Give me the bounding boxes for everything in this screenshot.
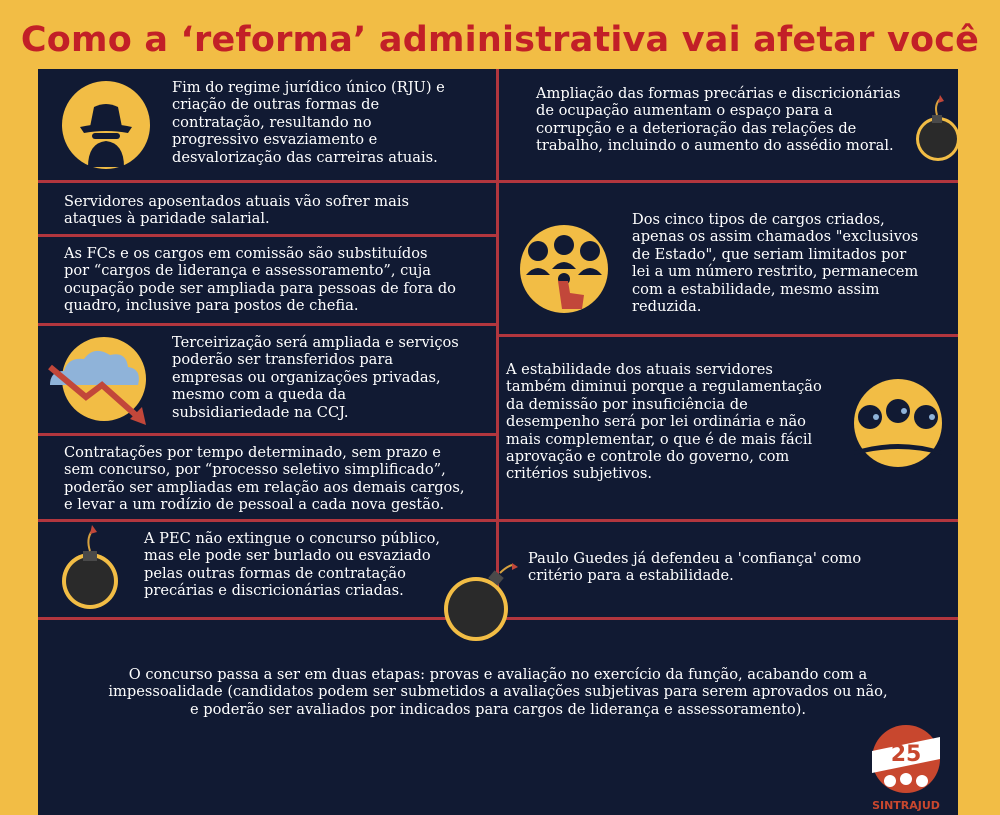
- cloud-arrow-down-icon: [46, 333, 156, 427]
- bomb-icon: [914, 95, 962, 165]
- group-icon: [850, 375, 946, 471]
- text-rju: Fim do regime jurídico único (RJU) e criação de outras formas de contratação, resultando no progressivo esvaziamento e desvalorização das carreiras atuais.: [172, 79, 445, 166]
- divider: [496, 69, 499, 617]
- text-estabilidade: A estabilidade dos atuais servidores também diminui porque a regulamentação da demissão por insuficiência de desempenho será por lei ordinária e não mais complementar, o que é de mais fácil aprovação e controle do governo, com critérios subjetivos.: [506, 361, 822, 483]
- logo-icon: [864, 717, 950, 813]
- divider: [498, 334, 958, 337]
- people-pointer-icon: [518, 217, 618, 317]
- divider: [38, 433, 498, 436]
- logo-number: 25: [890, 742, 922, 767]
- bomb-icon: [60, 525, 120, 613]
- text-concurso: O concurso passa a ser em duas etapas: provas e avaliação no exercício da função, acabando com a impessoalidade (candidatos podem ser submetidos a avaliações subjetivas para serem aprovados ou não, e poderão ser avaliados por indicados para cargos de liderança e assessoramento).: [108, 666, 888, 718]
- divider: [38, 323, 498, 326]
- logo-name: SINTRAJUD: [872, 799, 940, 812]
- text-temporarias: Contratações por tempo determinado, sem prazo e sem concurso, por “processo seletivo simplificado”, poderão ser ampliadas em relação aos demais cargos, e levar a um rodízio de pessoal a cada nova gestão.: [64, 444, 465, 514]
- text-pec: A PEC não extingue o concurso público, mas ele pode ser burlado ou esvaziado pelas outras formas de contratação precárias e discricionárias criadas.: [144, 530, 441, 600]
- text-cargos: Dos cinco tipos de cargos criados, apenas os assim chamados "exclusivos de Estado", que seriam limitados por lei a um número restrito, permanecem com a estabilidade, mesmo assim reduzida.: [632, 211, 919, 316]
- text-guedes: Paulo Guedes já defendeu a 'confiança' como critério para a estabilidade.: [528, 550, 862, 585]
- content-panel: [38, 69, 958, 815]
- bomb-icon: [442, 563, 518, 643]
- text-fcs: As FCs e os cargos em comissão são substituídos por “cargos de liderança e assessoramento”, cuja ocupação pode ser ampliada para pessoas de fora do quadro, inclusive para postos de chefia.: [64, 245, 456, 315]
- spy-icon: [58, 77, 154, 173]
- text-terceirizacao: Terceirização será ampliada e serviços poderão ser transferidos para empresas ou organizações privadas, mesmo com a queda da subsidiariedade na CCJ.: [172, 334, 459, 421]
- page-title: Como a ‘reforma’ administrativa vai afetar você: [20, 20, 980, 60]
- text-paridade: Servidores aposentados atuais vão sofrer mais ataques à paridade salarial.: [64, 193, 409, 228]
- text-precarias: Ampliação das formas precárias e discricionárias de ocupação aumentam o espaço para a corrupção e a deterioração das relações de trabalho, incluindo o aumento do assédio moral.: [536, 85, 901, 155]
- divider: [38, 234, 498, 237]
